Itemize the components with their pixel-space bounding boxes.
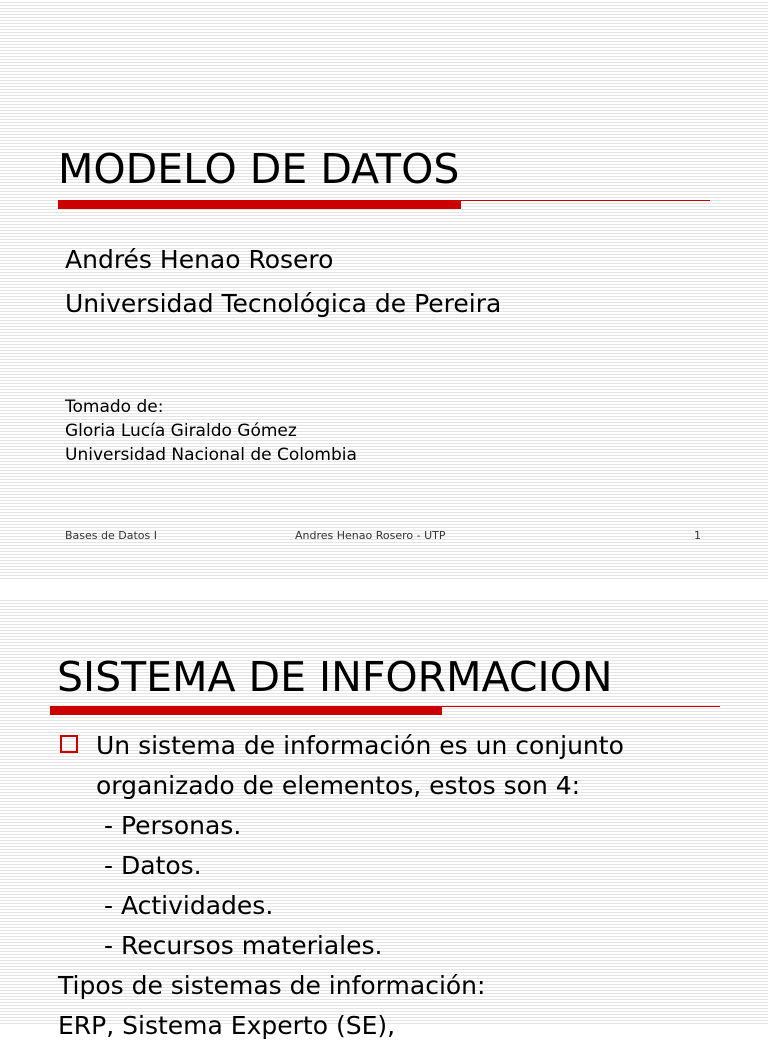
sub-item-recursos: - Recursos materiales. <box>104 931 383 960</box>
title-underline-thin <box>461 200 710 201</box>
info-types-heading: Tipos de sistemas de información: <box>58 971 486 1000</box>
title-underline-thick <box>50 706 442 715</box>
source-label: Tomado de: <box>65 397 164 417</box>
bullet-item <box>58 726 748 806</box>
author-name: Andrés Henao Rosero <box>65 245 334 274</box>
footer-page-number: 1 <box>694 529 701 542</box>
sub-item-personas: - Personas. <box>104 811 242 840</box>
slide-content <box>58 726 748 1046</box>
info-types-list: ERP, Sistema Experto (SE), <box>58 1011 396 1040</box>
source-author: Gloria Lucía Giraldo Gómez <box>65 421 297 441</box>
slide-title: MODELO DE DATOS <box>58 145 460 193</box>
slide-title: SISTEMA DE INFORMACION <box>57 653 613 701</box>
title-underline-thick <box>58 200 461 209</box>
square-bullet-icon <box>60 735 78 753</box>
sub-item-datos: - Datos. <box>104 851 202 880</box>
title-underline-thin <box>442 706 720 707</box>
title-underline <box>50 706 720 716</box>
footer-author: Andres Henao Rosero - UTP <box>295 529 446 542</box>
sub-item-actividades: - Actividades. <box>104 891 274 920</box>
bullet-line-2: organizado de elementos, estos son 4: <box>96 771 581 800</box>
source-block <box>65 395 357 467</box>
title-underline <box>58 200 710 210</box>
bullet-line-1: Un sistema de información es un conjunto <box>96 731 624 760</box>
footer-course: Bases de Datos I <box>65 529 157 542</box>
slide-2 <box>0 598 768 1040</box>
author-block <box>65 238 501 326</box>
author-affiliation: Universidad Tecnológica de Pereira <box>65 289 502 318</box>
source-institution: Universidad Nacional de Colombia <box>65 445 357 465</box>
